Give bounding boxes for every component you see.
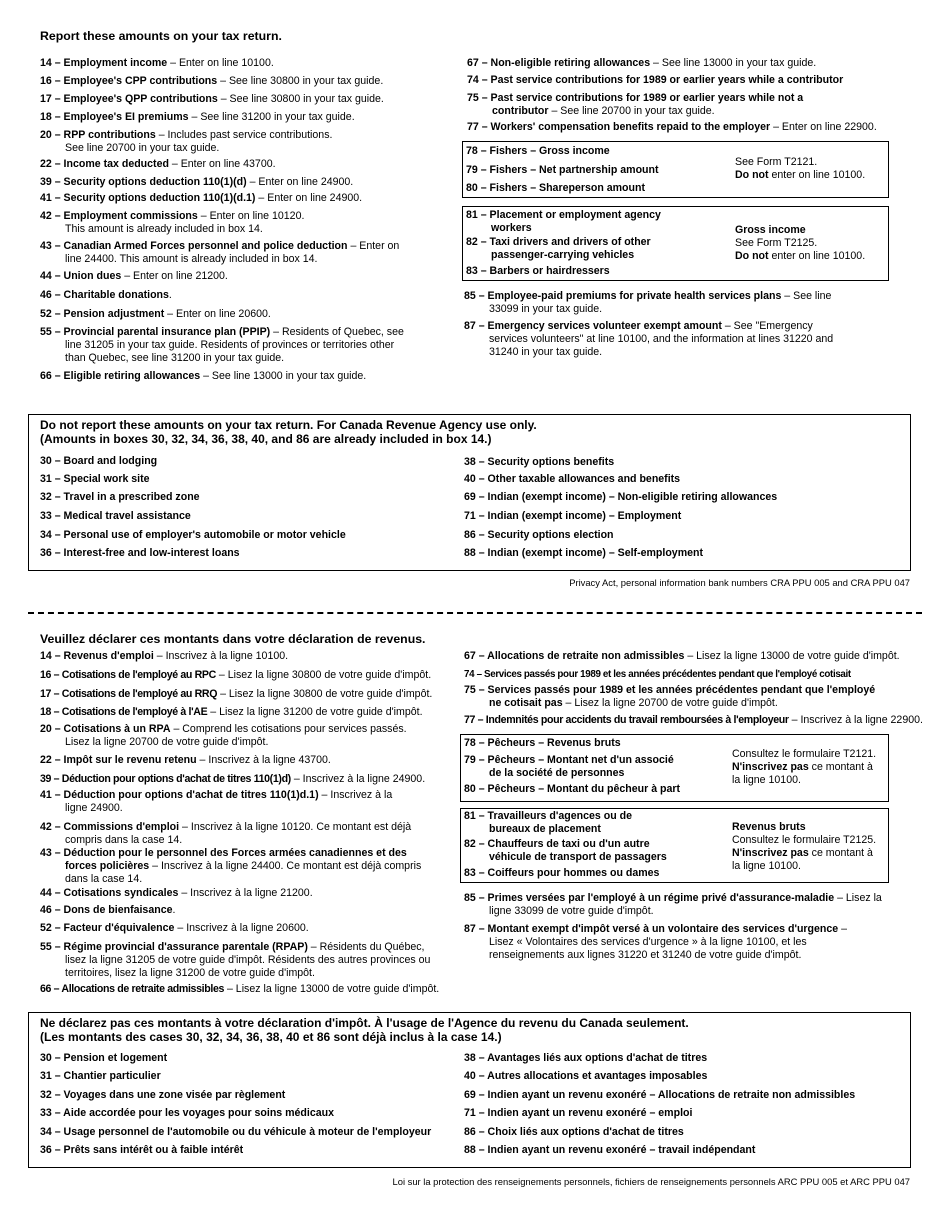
fr-item-20: 20 – Cotisations à un RPA – Comprend les cotisations pour services passés. Lisez la ligne 20700 de votre guide d'impôt. — [40, 723, 407, 748]
fr-cra-38: 38 – Avantages liés aux options d'achat de titres — [464, 1052, 708, 1064]
en-placement-box — [462, 206, 889, 281]
fr-cra-30: 30 – Pension et logement — [40, 1052, 168, 1064]
en-item-42: 42 – Employment commissions – Enter on line 10120. This amount is already included in box 14. — [40, 210, 305, 235]
en-row-80: 80 – Fishers – Shareperson amount — [466, 182, 645, 194]
en-item-20: 20 – RPP contributions – Includes past service contributions. See line 20700 in your tax guide. — [40, 129, 333, 154]
en-fishers-box — [462, 141, 889, 198]
fr-item-41: 41 – Déduction pour options d'achat de titres 110(1)d.1) – Inscrivez à la ligne 24900. — [40, 789, 393, 814]
en-fishers-note: See Form T2121. Do not enter on line 10100. — [735, 156, 866, 181]
en-row-82: 82 – Taxi drivers and drivers of other passenger-carrying vehicles — [466, 236, 651, 261]
fr-item-18: 18 – Cotisations de l'employé à l'AE – Lisez la ligne 31200 de votre guide d'impôt. — [40, 706, 423, 718]
fr-cra-88: 88 – Indien ayant un revenu exonéré – travail indépendant — [464, 1144, 756, 1156]
en-item-39: 39 – Security options deduction 110(1)(d) – Enter on line 24900. — [40, 176, 354, 188]
fr-row-78: 78 – Pêcheurs – Revenus bruts — [464, 737, 621, 749]
en-cra-heading-2: (Amounts in boxes 30, 32, 34, 36, 38, 40, and 86 are already included in box 14.) — [40, 432, 492, 446]
en-cra-31: 31 – Special work site — [40, 473, 150, 485]
en-cra-36: 36 – Interest-free and low-interest loans — [40, 547, 240, 559]
en-item-67: 67 – Non-eligible retiring allowances – See line 13000 in your tax guide. — [467, 57, 817, 69]
en-cra-30: 30 – Board and lodging — [40, 455, 158, 467]
en-cra-71: 71 – Indian (exempt income) – Employment — [464, 510, 682, 522]
en-privacy-note: Privacy Act, personal information bank numbers CRA PPU 005 and CRA PPU 047 — [569, 577, 910, 588]
fr-row-82: 82 – Chauffeurs de taxi ou d'un autre véhicule de transport de passagers — [464, 838, 667, 863]
en-cra-box — [28, 414, 911, 571]
fr-item-39: 39 – Déduction pour options d'achat de titres 110(1)d) – Inscrivez à la ligne 24900. — [40, 773, 426, 785]
en-item-87: 87 – Emergency services volunteer exempt amount – See "Emergency services volunteers" at line 10100, and the information at lines 31220 and 31240 in your tax guide. — [464, 320, 834, 358]
en-item-74: 74 – Past service contributions for 1989 or earlier years while a contributor — [467, 74, 844, 86]
fr-fishers-box — [460, 734, 889, 802]
fr-cra-heading-2: (Les montants des cases 30, 32, 34, 36, 38, 40 et 86 sont déjà inclus à la case 14.) — [40, 1030, 502, 1044]
en-item-43: 43 – Canadian Armed Forces personnel and police deduction – Enter on line 24400. This amount is already included in box 14. — [40, 240, 400, 265]
fr-item-67: 67 – Allocations de retraite non admissibles – Lisez la ligne 13000 de votre guide d'impôt. — [464, 650, 900, 662]
en-item-75: 75 – Past service contributions for 1989 or earlier years while not a contributor – See line 20700 in your tax guide. — [467, 92, 804, 117]
en-item-22: 22 – Income tax deducted – Enter on line 43700. — [40, 158, 276, 170]
fr-row-81: 81 – Travailleurs d'agences ou de bureaux de placement — [464, 810, 632, 835]
fr-item-75: 75 – Services passés pour 1989 et les années précédentes pendant que l'employé ne cotisait pas – Lisez la ligne 20700 de votre guide d'impôt. — [464, 684, 876, 709]
fr-cra-box — [28, 1012, 911, 1168]
en-item-17: 17 – Employee's QPP contributions – See line 30800 in your tax guide. — [40, 93, 384, 105]
fr-item-77: 77 – Indemnités pour accidents du travail remboursées à l'employeur – Inscrivez à la ligne 22900. — [464, 714, 923, 726]
fr-placement-box — [460, 808, 889, 883]
en-cra-34: 34 – Personal use of employer's automobile or motor vehicle — [40, 529, 346, 541]
fr-cra-71: 71 – Indien ayant un revenu exonéré – emploi — [464, 1107, 693, 1119]
fr-cra-32: 32 – Voyages dans une zone visée par règlement — [40, 1089, 286, 1101]
fr-item-42: 42 – Commissions d'emploi – Inscrivez à la ligne 10120. Ce montant est déjà compris dans la case 14. — [40, 821, 412, 846]
en-item-14: 14 – Employment income – Enter on line 10100. — [40, 57, 274, 69]
en-item-85: 85 – Employee-paid premiums for private health services plans – See line 33099 in your tax guide. — [464, 290, 832, 315]
fr-item-14: 14 – Revenus d'emploi – Inscrivez à la ligne 10100. — [40, 650, 289, 662]
en-item-46: 46 – Charitable donations. — [40, 289, 172, 301]
fr-row-80: 80 – Pêcheurs – Montant du pêcheur à part — [464, 783, 681, 795]
en-cra-88: 88 – Indian (exempt income) – Self-employment — [464, 547, 704, 559]
en-row-79: 79 – Fishers – Net partnership amount — [466, 164, 659, 176]
en-cra-86: 86 – Security options election — [464, 529, 614, 541]
en-item-16: 16 – Employee's CPP contributions – See line 30800 in your tax guide. — [40, 75, 384, 87]
en-cra-38: 38 – Security options benefits — [464, 456, 615, 468]
fr-item-55: 55 – Régime provincial d'assurance parentale (RPAP) – Résidents du Québec, lisez la ligne 31205 de votre guide d'impôt. Résidents des autres provinces ou territoires, lisez la ligne 31200 de votre guide d'impôt. — [40, 941, 431, 979]
fr-item-46: 46 – Dons de bienfaisance. — [40, 904, 176, 916]
en-cra-32: 32 – Travel in a prescribed zone — [40, 491, 200, 503]
fr-placement-note: Revenus bruts Consultez le formulaire T2125. N'inscrivez pas ce montant à la ligne 10100. — [732, 821, 877, 872]
fr-item-66: 66 – Allocations de retraite admissibles – Lisez la ligne 13000 de votre guide d'impôt. — [40, 983, 440, 995]
en-row-83: 83 – Barbers or hairdressers — [466, 265, 610, 277]
en-item-41: 41 – Security options deduction 110(1)(d.1) – Enter on line 24900. — [40, 192, 363, 204]
fr-item-17: 17 – Cotisations de l'employé au RRQ – Lisez la ligne 30800 de votre guide d'impôt. — [40, 688, 433, 700]
fr-row-83: 83 – Coiffeurs pour hommes ou dames — [464, 867, 660, 879]
fr-item-16: 16 – Cotisations de l'employé au RPC – Lisez la ligne 30800 de votre guide d'impôt. — [40, 669, 432, 681]
en-item-77: 77 – Workers' compensation benefits repaid to the employer – Enter on line 22900. — [467, 121, 877, 133]
en-row-78: 78 – Fishers – Gross income — [466, 145, 610, 157]
fr-fishers-note: Consultez le formulaire T2121. N'inscrivez pas ce montant à la ligne 10100. — [732, 748, 877, 786]
en-cra-33: 33 – Medical travel assistance — [40, 510, 191, 522]
en-item-66: 66 – Eligible retiring allowances – See line 13000 in your tax guide. — [40, 370, 367, 382]
en-report-heading: Report these amounts on your tax return. — [40, 29, 282, 43]
en-row-81: 81 – Placement or employment agency workers — [466, 209, 661, 234]
fr-cra-31: 31 – Chantier particulier — [40, 1070, 161, 1082]
fr-row-79: 79 – Pêcheurs – Montant net d'un associé de la société de personnes — [464, 754, 674, 779]
tear-line-divider — [28, 612, 922, 614]
fr-item-85: 85 – Primes versées par l'employé à un régime privé d'assurance-maladie – Lisez la ligne 33099 de votre guide d'impôt. — [464, 892, 882, 917]
fr-report-heading: Veuillez déclarer ces montants dans votre déclaration de revenus. — [40, 632, 426, 646]
fr-privacy-note: Loi sur la protection des renseignements personnels, fichiers de renseignements personnels ARC PPU 005 et ARC PPU 047 — [392, 1176, 910, 1187]
fr-cra-heading-1: Ne déclarez pas ces montants à votre déclaration d'impôt. À l'usage de l'Agence du revenu du Canada seulement. — [40, 1016, 689, 1030]
fr-cra-86: 86 – Choix liés aux options d'achat de titres — [464, 1126, 684, 1138]
fr-item-52: 52 – Facteur d'équivalence – Inscrivez à la ligne 20600. — [40, 922, 309, 934]
fr-cra-40: 40 – Autres allocations et avantages imposables — [464, 1070, 708, 1082]
fr-cra-36: 36 – Prêts sans intérêt ou à faible intérêt — [40, 1144, 244, 1156]
fr-item-44: 44 – Cotisations syndicales – Inscrivez à la ligne 21200. — [40, 887, 313, 899]
en-cra-40: 40 – Other taxable allowances and benefits — [464, 473, 681, 485]
en-item-52: 52 – Pension adjustment – Enter on line 20600. — [40, 308, 271, 320]
en-placement-note: Gross income See Form T2125. Do not enter on line 10100. — [735, 224, 866, 262]
fr-item-74: 74 – Services passés pour 1989 et les années précédentes pendant que l'employé cotisait — [464, 669, 851, 680]
fr-item-87: 87 – Montant exempt d'impôt versé à un volontaire des services d'urgence – Lisez « Volontaires des services d'urgence » à la ligne 10100, et les renseignements aux lignes 31220 et 31240 de votre guide d'impôt. — [464, 923, 848, 961]
en-item-18: 18 – Employee's EI premiums – See line 31200 in your tax guide. — [40, 111, 355, 123]
fr-item-22: 22 – Impôt sur le revenu retenu – Inscrivez à la ligne 43700. — [40, 754, 331, 766]
fr-cra-33: 33 – Aide accordée pour les voyages pour soins médicaux — [40, 1107, 334, 1119]
fr-cra-34: 34 – Usage personnel de l'automobile ou du véhicule à moteur de l'employeur — [40, 1126, 432, 1138]
en-item-44: 44 – Union dues – Enter on line 21200. — [40, 270, 228, 282]
en-cra-69: 69 – Indian (exempt income) – Non-eligible retiring allowances — [464, 491, 778, 503]
en-cra-heading-1: Do not report these amounts on your tax return. For Canada Revenue Agency use only. — [40, 418, 537, 432]
fr-cra-69: 69 – Indien ayant un revenu exonéré – Allocations de retraite non admissibles — [464, 1089, 856, 1101]
fr-item-43: 43 – Déduction pour le personnel des Forces armées canadiennes et des forces policières – Inscrivez à la ligne 24400. Ce montant est déjà compris dans la case 14. — [40, 847, 422, 885]
en-item-55: 55 – Provincial parental insurance plan (PPIP) – Residents of Quebec, see line 31205 in your tax guide. Residents of provinces or territories other than Quebec, see line 31200 in your tax guide. — [40, 326, 404, 364]
